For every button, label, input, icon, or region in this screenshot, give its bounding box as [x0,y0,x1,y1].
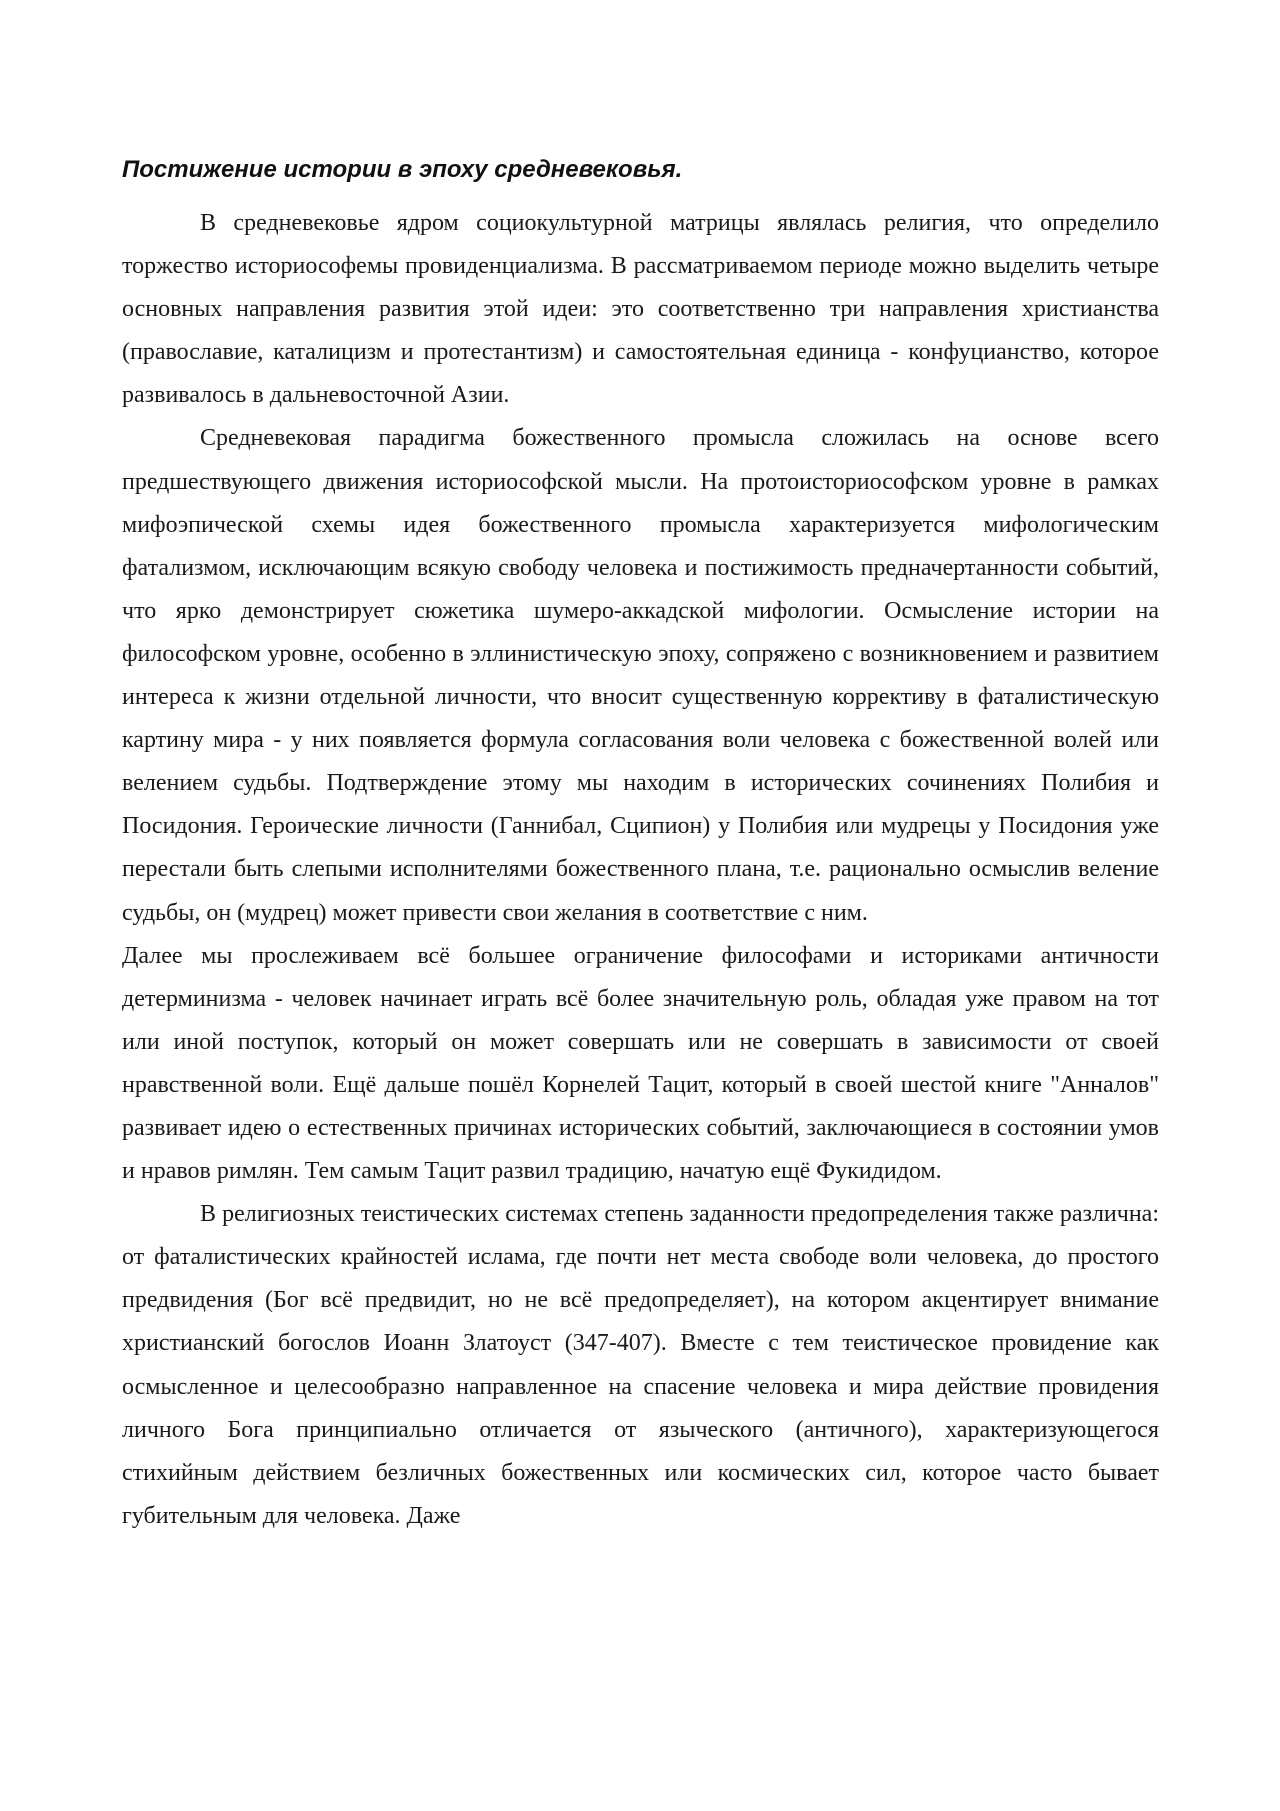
paragraph-4: В религиозных теистических системах степень заданности предопределения также различна: от фаталистических крайностей ислама, где почти нет места свободе воли человека, до простого предвидения (Бог всё предвидит, но не всё предопределяет), на котором акцентирует внимание христианский богослов Иоанн Златоуст (347-407). Вместе с тем теистическое провидение как осмысленное и целесообразно направленное на спасение человека и мира действие провидения личного Бога принципиально отличается от языческого (античного), характеризующегося стихийным действием безличных божественных или космических сил, которое часто бывает губительным для человека. Даже [122,1201,1159,1529]
paragraph-2: Средневековая парадигма божественного промысла сложилась на основе всего предшествующего движения историософской мысли. На протоисториософском уровне в рамках мифоэпической схемы идея божественного промысла характеризуется мифологическим фатализмом, исключающим всякую свободу человека и постижимость предначертанности событий, что ярко демонстрирует сюжетика шумеро-аккадской мифологии. Осмысление истории на философском уровне, особенно в эллинистическую эпоху, сопряжено с возникновением и развитием интереса к жизни отдельной личности, что вносит существенную коррективу в фаталистическую картину мира - у них появляется формула согласования воли человека с божественной волей или велением судьбы. Подтверждение этому мы находим в исторических сочинениях Полибия и Посидония. Героические личности (Ганнибал, Сципион) у Полибия или мудрецы у Посидония уже перестали быть слепыми исполнителями божественного плана, т.е. рационально осмыслив веление судьбы, он (мудрец) может привести свои желания в соответствие с ним. [122,425,1159,926]
document-body [122,150,1159,1538]
document-heading: Постижение истории в эпоху средневековья. [122,156,683,183]
paragraph-3: Далее мы прослеживаем всё большее ограничение философами и историками античности детерминизма - человек начинает играть всё более значительную роль, обладая уже правом на тот или иной поступок, который он может совершать или не совершать в зависимости от своей нравственной воли. Ещё дальше пошёл Корнелей Тацит, который в своей шестой книге "Анналов" развивает идею о естественных причинах исторических событий, заключающиеся в состоянии умов и нравов римлян. Тем самым Тацит развил традицию, начатую ещё Фукидидом. [122,942,1159,1185]
paragraph-1: В средневековье ядром социокультурной матрицы являлась религия, что определило торжество историософемы провиденциализма. В рассматриваемом периоде можно выделить четыре основных направления развития этой идеи: это соответственно три направления христианства (православие, каталицизм и протестантизм) и самостоятельная единица - конфуцианство, которое развивалось в дальневосточной Азии. [122,210,1159,409]
